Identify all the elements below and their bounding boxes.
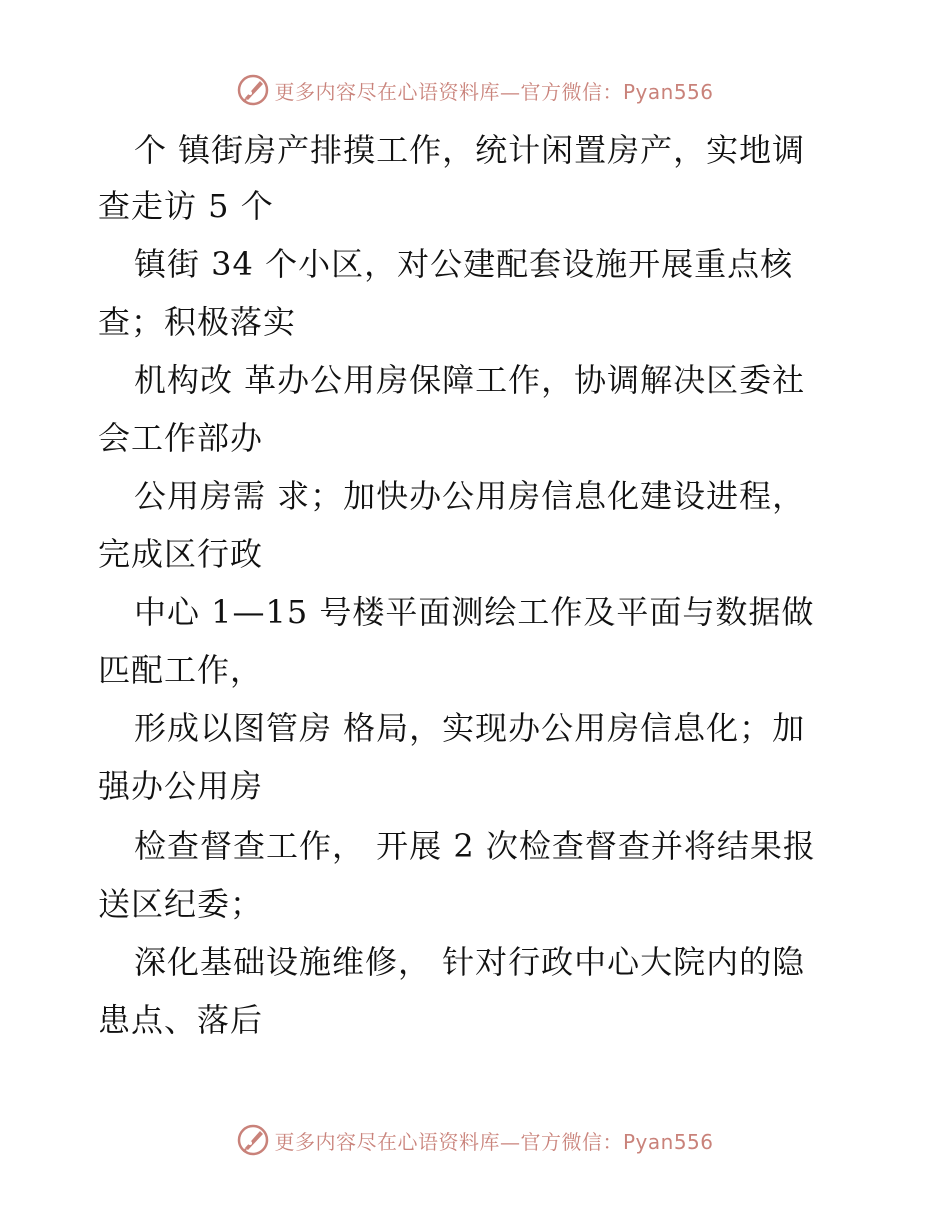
paragraph-2-line-2: 查；积极落实	[98, 303, 297, 341]
watermark-dash: —	[499, 1129, 521, 1154]
watermark-brand: 更多内容尽在心语资料库	[274, 79, 500, 104]
quill-pen-logo-icon	[236, 73, 270, 107]
paragraph-2-line-1: 镇街 34 个小区，对公建配套设施开展重点核	[134, 245, 794, 283]
paragraph-1-line-2: 查走访 5 个	[98, 187, 274, 225]
paragraph-7-line-1: 检查督查工作， 开展 2 次检查督查并将结果报	[134, 827, 816, 865]
paragraph-4-line-1: 公用房需 求；加快办公用房信息化建设进程，	[134, 477, 806, 515]
footer-watermark	[0, 1120, 950, 1160]
paragraph-1-line-1: 个 镇街房产排摸工作，统计闲置房产，实地调	[134, 131, 806, 169]
paragraph-8-line-1: 深化基础设施维修， 针对行政中心大院内的隐	[134, 943, 806, 981]
watermark-dash: —	[499, 79, 521, 104]
watermark-official: 官方微信：	[520, 1129, 623, 1154]
watermark-official: 官方微信：	[520, 79, 623, 104]
paragraph-4-line-2: 完成区行政	[98, 535, 264, 573]
paragraph-5-line-1: 中心 1—15 号楼平面测绘工作及平面与数据做	[134, 593, 815, 631]
watermark-text	[274, 76, 713, 105]
paragraph-7-line-2: 送区纪委；	[98, 885, 264, 923]
watermark-text	[274, 1126, 713, 1155]
paragraph-3-line-2: 会工作部办	[98, 419, 264, 457]
watermark-brand: 更多内容尽在心语资料库	[274, 1129, 500, 1154]
paragraph-3-line-1: 机构改 革办公用房保障工作，协调解决区委社	[134, 361, 806, 399]
paragraph-6-line-1: 形成以图管房 格局，实现办公用房信息化；加	[134, 709, 806, 747]
watermark-wechat-id: Pyan556	[622, 79, 714, 104]
watermark-wechat-id: Pyan556	[622, 1129, 714, 1154]
paragraph-5-line-2: 匹配工作，	[98, 651, 264, 689]
quill-pen-logo-icon	[236, 1123, 270, 1157]
header-watermark	[0, 70, 950, 110]
paragraph-6-line-2: 强办公用房	[98, 767, 264, 805]
paragraph-8-line-2: 患点、落后	[98, 1001, 264, 1039]
